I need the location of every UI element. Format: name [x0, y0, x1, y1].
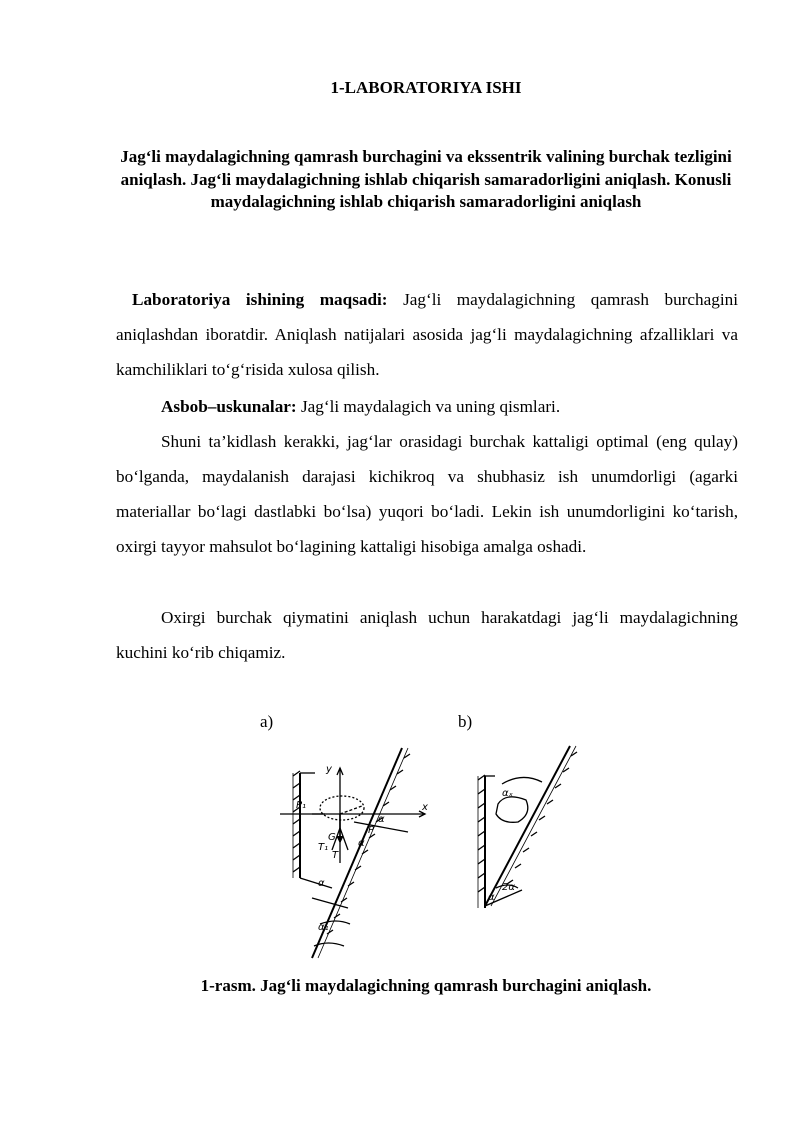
- angle-label-two-alpha: 2α: [502, 882, 515, 893]
- angle-label-alpha1: α₁: [318, 922, 329, 933]
- jaw-crusher-diagram: [270, 738, 590, 964]
- equipment-label: Asbob–uskunalar:: [161, 397, 297, 416]
- force-label-p: P: [368, 825, 375, 836]
- purpose-paragraph: [116, 282, 738, 387]
- force-label-t: T: [332, 850, 339, 861]
- diagram-a-forces: [280, 768, 425, 946]
- axis-label-y: y: [326, 764, 332, 775]
- purpose-label: Laboratoriya ishining maqsadi:: [132, 290, 388, 309]
- figure-label-b: b): [458, 712, 473, 731]
- angle-label-alpha-low: α: [318, 878, 325, 889]
- angle-label-alpha-mid: α: [358, 838, 365, 849]
- equipment-text: Jag‘li maydalagich va uning qismlari.: [296, 397, 561, 416]
- angle-label-alpha-x: αₓ: [502, 788, 514, 799]
- diagram-b-fixed-jaw: [478, 775, 495, 908]
- diagram-b-moving-jaw: [485, 746, 577, 906]
- angle-label-alpha-top: α: [378, 814, 385, 825]
- purpose-text: Jag‘li maydalagichning qamrash burchagini aniqlashdan iboratdir. Aniqlash natijalari asosida jag‘li maydalagichning afzalliklari va kamchiliklari to‘g‘risida xulosa qilish.: [116, 290, 738, 379]
- lab-title: 1-LABORATORIYA ISHI: [330, 78, 522, 97]
- body-paragraph-1: Shuni ta’kidlash kerakki, jag‘lar orasidagi burchak kattaligi optimal (eng qulay) bo‘lganda, maydalanish darajasi kichikroq va shubhasiz ish unumdorligi (agarki materiallar bo‘lagi dastlabki bo‘lsa) yuqori bo‘ladi. Lekin ish unumdorligini ko‘tarish, oxirgi tayyor mahsulot bo‘lagining kattaligi hisobiga amalga oshadi.: [116, 432, 738, 556]
- equipment-paragraph: [116, 389, 738, 424]
- figure-label-a: a): [260, 712, 274, 731]
- figure-caption: 1-rasm. Jag‘li maydalagichning qamrash burchagini aniqlash.: [200, 976, 652, 995]
- angle-label-alpha-b: α: [488, 892, 495, 903]
- axis-label-x: x: [422, 802, 428, 813]
- force-label-p1: P₁: [296, 800, 307, 811]
- topic-heading: Jag‘li maydalagichning qamrash burchagini va ekssentrik valining burchak tezligini aniqlash. Jag‘li maydalagichning ishlab chiqarish samaradorligini aniqlash. Konusli maydalagichning ishlab chiqarish samaradorligini aniqlash: [120, 147, 732, 211]
- force-label-t1: T₁: [318, 842, 329, 853]
- force-label-g: G: [328, 832, 336, 843]
- diagram-a-fixed-jaw: [293, 771, 315, 878]
- body-paragraph-2: Oxirgi burchak qiymatini aniqlash uchun harakatdagi jag‘li maydalagichning kuchini ko‘rib chiqamiz.: [116, 608, 738, 662]
